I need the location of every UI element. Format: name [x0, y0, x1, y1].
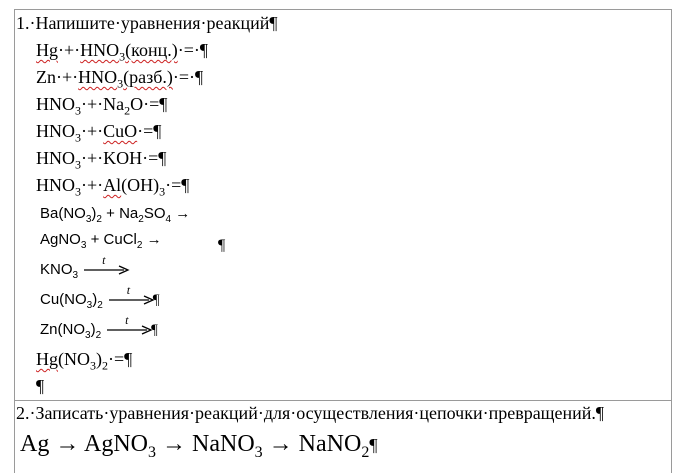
heat-arrow-icon: t — [107, 323, 151, 337]
task2-title: 2.·Записать·уравнения·реакций·для·осуществления·цепочки·превращений.¶ — [16, 403, 605, 423]
reaction-al-oh: $HNO_3\cdot+\cdot Al(OH)_3\cdot=\P$ — [36, 175, 190, 199]
empty-paragraph-mark: ¶ — [36, 376, 45, 396]
reaction-kno3: $KNO_3$ t — [40, 262, 128, 281]
task1-title: 1.·Напишите·уравнения·реакций¶ — [16, 13, 278, 33]
transformation-chain: Ag → AgNO$_3$ → NaNO$_3$ → NaNO$_2$¶ — [20, 431, 378, 461]
reaction-zn-no3: $Zn(NO_3)_2$ t ¶ — [40, 313, 158, 341]
reaction-agno3-cucl2: AgNO$_3$ + CuCl$_2$ → — [40, 231, 162, 251]
reaction-hg-no3: $Hg(NO_3)_2\cdot=\P$ — [36, 349, 133, 373]
heat-arrow-icon: t — [109, 293, 153, 307]
reaction-na2o: $HNO_3\cdot+\cdot Na_2O\cdot=\P$ — [36, 94, 168, 118]
reaction-cuo: $HNO_3\cdot+\cdot CuO\cdot=\P$ — [36, 121, 162, 145]
reaction-zn: $Zn\cdot+\cdot HNO_3(разб.)\cdot=\cdot\P$ — [36, 67, 204, 91]
reaction-hg: $Hg\cdot+\cdot HNO_3(конц.)\cdot=\cdot\P$ — [36, 40, 209, 64]
reaction-cu-no3: $Cu(NO_3)_2$ t ¶ — [40, 283, 160, 311]
reaction-koh: $HNO_3\cdot+\cdot KOH\cdot=\P$ — [36, 148, 167, 172]
heat-arrow-icon: t — [84, 263, 128, 277]
reaction-ba-no3: $Ba(NO_3)_2 + Na_2SO_4$ → — [40, 205, 191, 225]
pilcrow-mark: ¶ — [218, 237, 226, 254]
